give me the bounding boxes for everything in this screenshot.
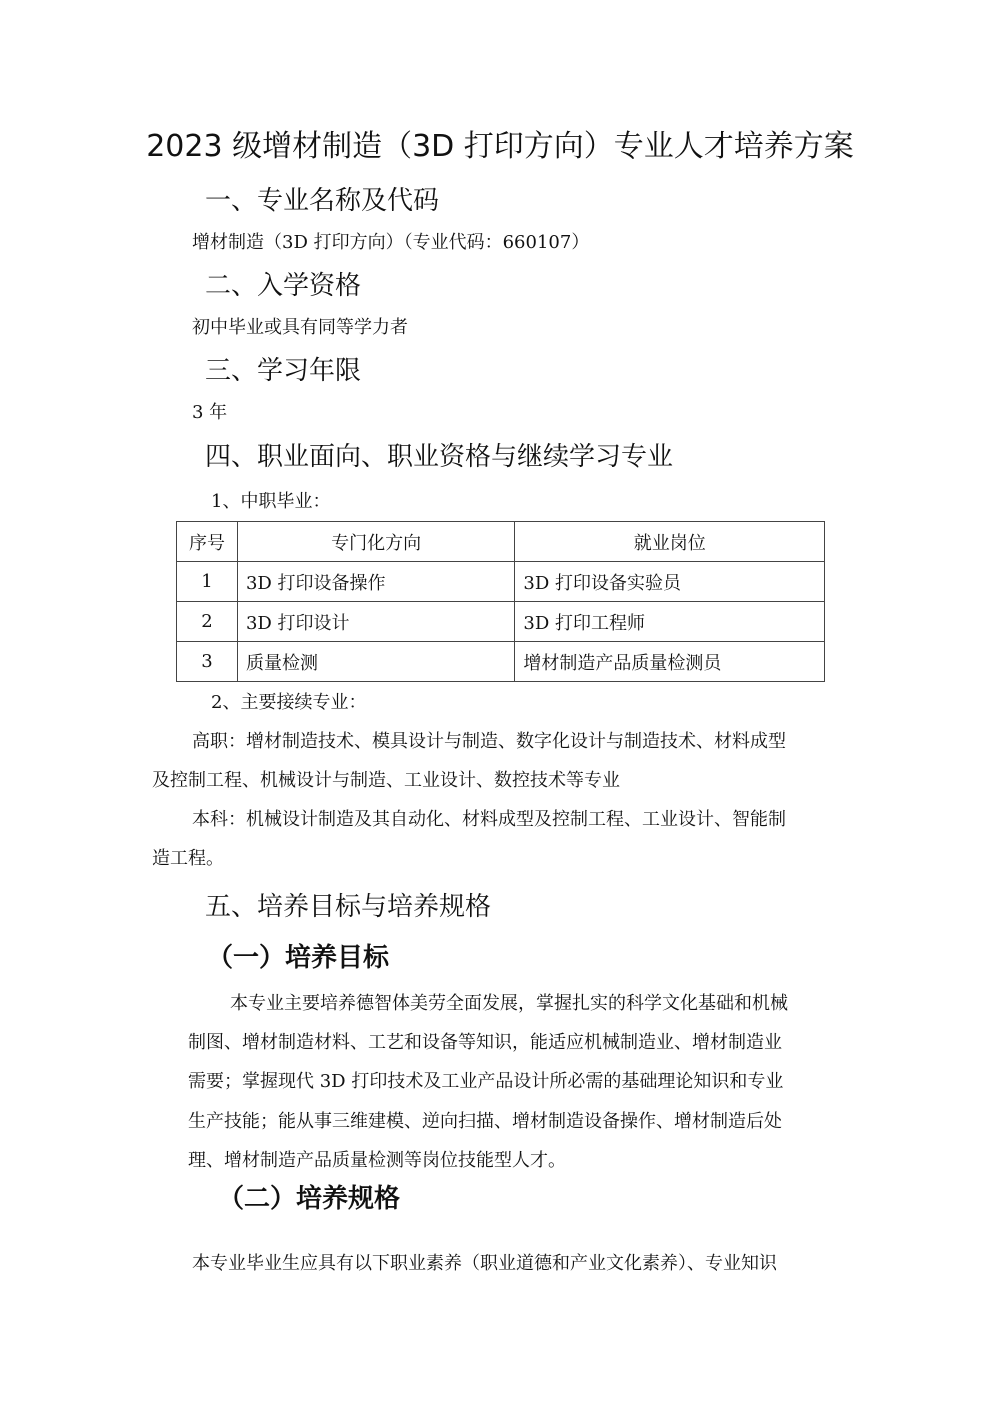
section-heading-2: 二、入学资格 [205,271,362,301]
table-cell-direction: 质量检测 [237,642,514,682]
goal-line-3: 需要；掌握现代 3D 打印技术及工业产品设计所必需的基础理论知识和专业 [188,1071,784,1092]
higher-vocational-line-1: 高职：增材制造技术、模具设计与制造、数字化设计与制造技术、材料成型 [192,731,786,752]
table-cell-direction: 3D 打印设备操作 [237,562,514,602]
table-row [177,562,825,602]
table-cell-index: 3 [177,642,238,682]
section-heading-5: 五、培养目标与培养规格 [205,892,492,922]
goal-line-1: 本专业主要培养德智体美劳全面发展，掌握扎实的科学文化基础和机械 [230,993,788,1014]
subheading-training-goals: （一）培养目标 [207,943,390,973]
section-heading-3: 三、学习年限 [205,356,362,386]
subheading-secondary-graduation: 1、中职毕业： [211,491,331,512]
table-cell-position: 3D 打印设备实验员 [515,562,825,602]
header-cell-direction: 专门化方向 [237,522,514,562]
table-row [177,602,825,642]
table-cell-position: 3D 打印工程师 [515,602,825,642]
section-content-3: 3 年 [192,402,228,423]
page-title: 2023 级增材制造（3D 打印方向）专业人才培养方案 [146,129,854,164]
table-cell-direction: 3D 打印设计 [237,602,514,642]
section-content-1: 增材制造（3D 打印方向）（专业代码：660107） [192,232,590,253]
undergraduate-line-1: 本科：机械设计制造及其自动化、材料成型及控制工程、工业设计、智能制 [192,809,786,830]
spec-line-1: 本专业毕业生应具有以下职业素养（职业道德和产业文化素养）、专业知识 [192,1253,777,1274]
goal-line-2: 制图、增材制造材料、工艺和设备等知识，能适应机械制造业、增材制造业 [188,1032,782,1053]
table-row [177,642,825,682]
table-cell-index: 2 [177,602,238,642]
higher-vocational-line-2: 及控制工程、机械设计与制造、工业设计、数控技术等专业 [152,770,620,791]
subheading-training-specs: （二）培养规格 [218,1184,401,1214]
undergraduate-line-2: 造工程。 [152,848,224,869]
career-table [176,521,825,682]
table-header-row [177,522,825,562]
section-content-2: 初中毕业或具有同等学力者 [192,317,408,338]
header-cell-index: 序号 [177,522,238,562]
subheading-continuing-majors: 2、主要接续专业： [211,692,367,713]
table-cell-position: 增材制造产品质量检测员 [515,642,825,682]
header-cell-position: 就业岗位 [515,522,825,562]
section-heading-4: 四、职业面向、职业资格与继续学习专业 [205,442,674,472]
section-heading-1: 一、专业名称及代码 [205,186,440,216]
goal-line-4: 生产技能；能从事三维建模、逆向扫描、增材制造设备操作、增材制造后处 [188,1111,782,1132]
goal-line-5: 理、增材制造产品质量检测等岗位技能型人才。 [188,1150,566,1171]
table-cell-index: 1 [177,562,238,602]
